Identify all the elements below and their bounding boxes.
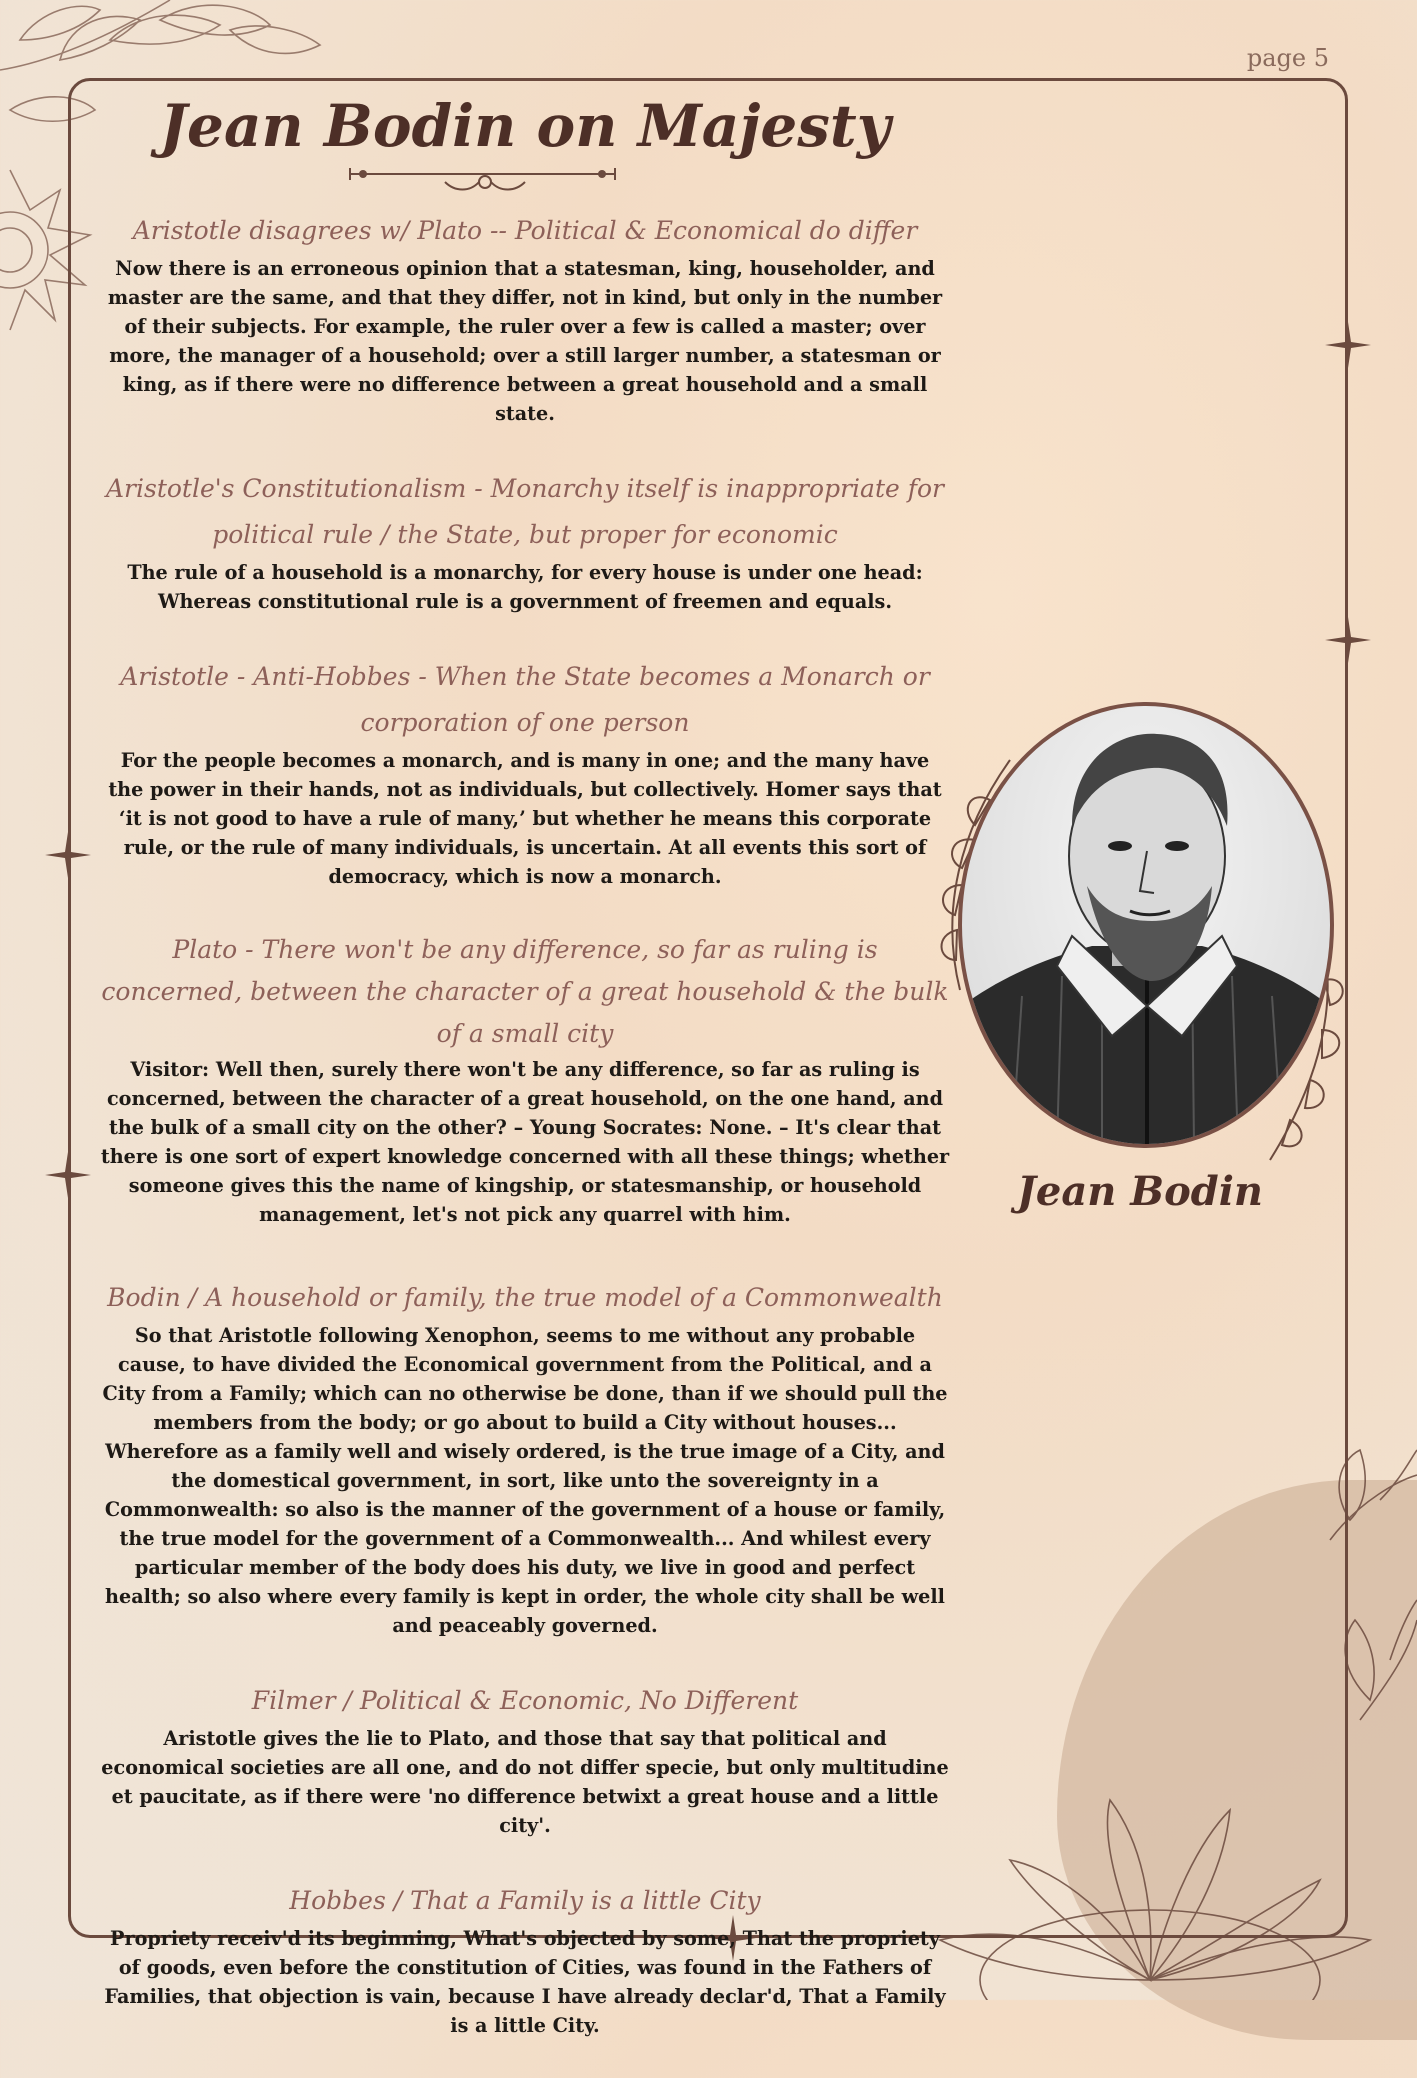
main-content	[100, 208, 950, 2078]
section-body: Aristotle gives the lie to Plato, and those that say that political and economical societies are all one, and do not differ specie, but only multitudine et paucitate, as if there were 'no difference betwixt a great house and a little city'.	[101, 1727, 949, 1837]
section-plato	[100, 929, 950, 1229]
section-hobbes	[100, 1878, 950, 2040]
star-ornament	[45, 832, 91, 878]
section-body: Visitor: Well then, surely there won't be any difference, so far as ruling is concerned, between the character of a great household, on the one hand, and the bulk of a small city on the other? – Young Socrates: None. – It's clear that there is one sort of expert knowledge concerned with all these things; whether someone gives this the name of kingship, or statesmanship, or household management, let's not pick any quarrel with him.	[100, 1058, 950, 1226]
section-body: Propriety receiv'd its beginning, What's objected by some, That the propriety of goods, even before the constitution of Cities, was found in the Fathers of Families, that objection is vain, because I have already declar'd, That a Family is a little City.	[104, 1927, 946, 2037]
section-heading: Bodin / A household or family, the true model of a Commonwealth	[107, 1283, 943, 1312]
star-ornament	[1325, 322, 1371, 368]
title-flourish-ornament	[345, 164, 625, 194]
section-heading: Hobbes / That a Family is a little City	[289, 1886, 761, 1915]
section-heading: Plato - There won't be any difference, so far as ruling is concerned, between the character of a great household & the bulk of a small city	[101, 935, 949, 1048]
section-body: So that Aristotle following Xenophon, seems to me without any probable cause, to have divided the Economical government from the Political, and a City from a Family; which can no otherwise be done, than if we should pull the members from the body; or go about to build a City without houses... Wherefore as a family well and wisely ordered, is the true image of a City, and the domestical government, in sort, like unto the sovereignty in a Commonwealth: so also is the manner of the government of a house or family, the true model for the government of a Commonwealth... And whilest every particular member of the body does his duty, we live in good and perfect health; so also where every family is kept in order, the whole city shall be well and peaceably governed.	[102, 1324, 948, 1637]
portrait-image	[958, 702, 1334, 1148]
page-title: Jean Bodin on Majesty	[159, 92, 891, 160]
portrait-caption: Jean Bodin	[1016, 1168, 1264, 1215]
section-body: Now there is an erroneous opinion that a statesman, king, householder, and master are the same, and that they differ, not in kind, but only in the number of their subjects. For example, the ruler over a few is called a master; over more, the manager of a household; over a still larger number, a statesman or king, as if there were no difference between a great household and a small state.	[107, 257, 943, 425]
star-ornament	[1325, 617, 1371, 663]
section-heading: Aristotle's Constitutionalism - Monarchy itself is inappropriate for political rule / the State, but proper for economic	[105, 474, 944, 549]
section-body: The rule of a household is a monarchy, for every house is under one head: Whereas constitutional rule is a government of freemen and equals.	[127, 561, 923, 613]
section-heading: Filmer / Political & Economic, No Different	[251, 1686, 799, 1715]
section-body: For the people becomes a monarch, and is many in one; and the many have the power in their hands, not as individuals, but collectively. Homer says that ‘it is not good to have a rule of many,’ but whether he means this corporate rule, or the rule of many individuals, is uncertain. At all events this sort of democracy, which is now a monarch.	[108, 749, 942, 888]
star-ornament	[45, 1152, 91, 1198]
section-bodin	[100, 1275, 950, 1640]
section-aristotle-disagrees	[100, 208, 950, 428]
section-aristotle-constitutionalism	[100, 466, 950, 616]
portrait-engraving-figure	[962, 706, 1330, 1144]
section-aristotle-anti-hobbes	[100, 654, 950, 891]
section-filmer	[100, 1678, 950, 1840]
page-number: page 5	[1246, 44, 1329, 72]
portrait-frame	[920, 690, 1360, 1170]
section-heading: Aristotle - Anti-Hobbes - When the State becomes a Monarch or corporation of one person	[120, 662, 930, 737]
section-heading: Aristotle disagrees w/ Plato -- Political & Economical do differ	[132, 216, 918, 245]
